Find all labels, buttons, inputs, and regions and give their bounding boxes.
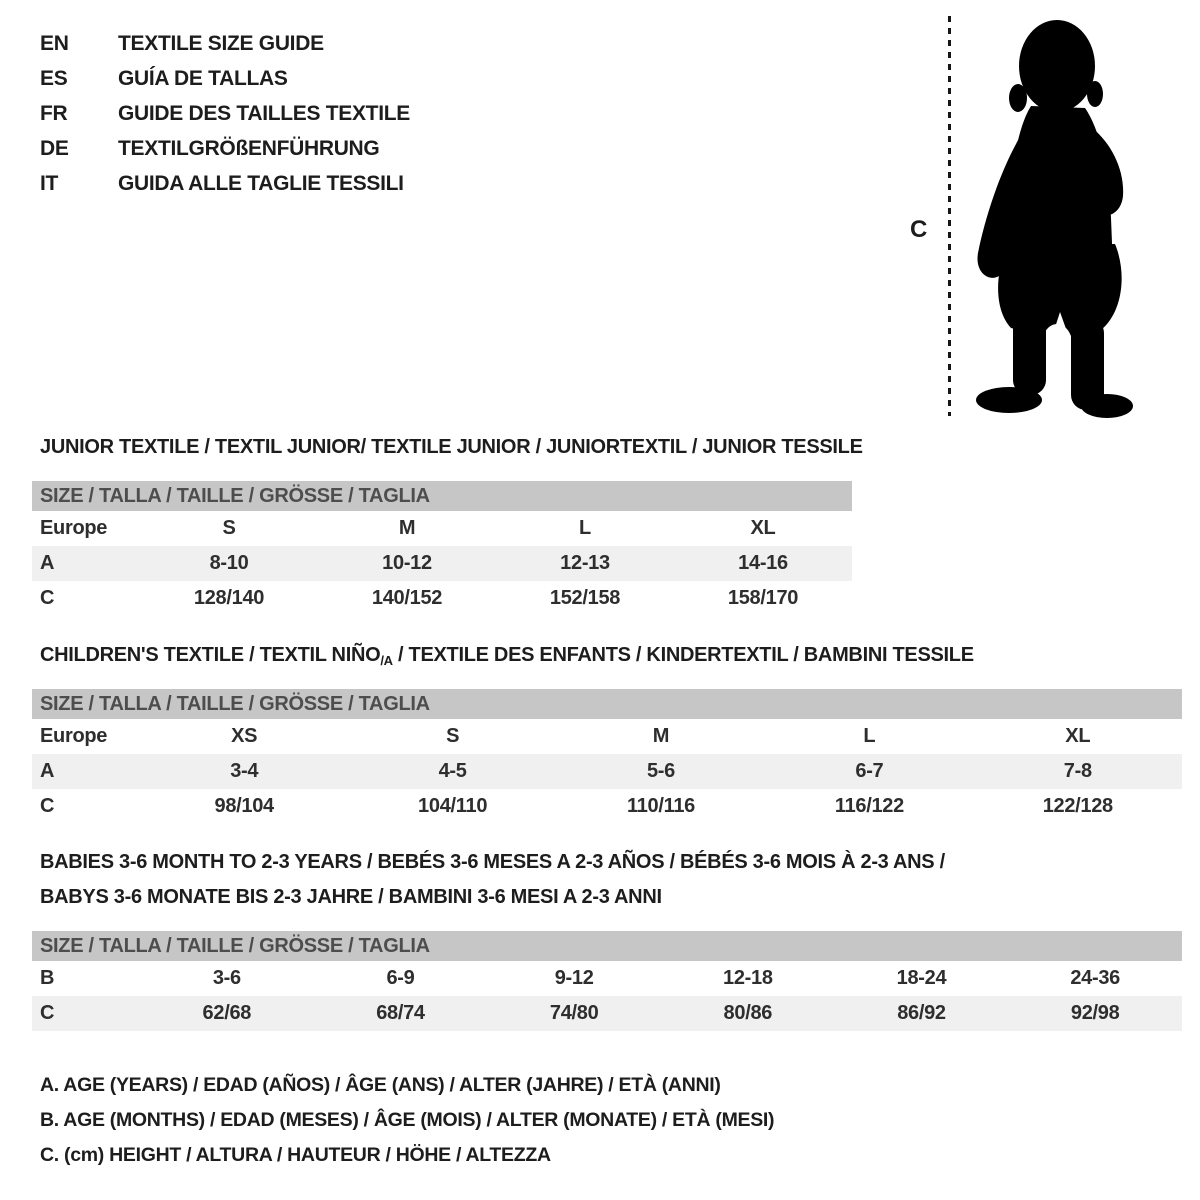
language-code: DE [40,136,69,160]
table-cell: 7-8 [1063,760,1092,782]
legend-line-a: A. AGE (YEARS) / EDAD (AÑOS) / ÂGE (ANS) / ALTER (JAHRE) / ETÀ (ANNI) [40,1074,721,1096]
language-title: TEXTILGRÖßENFÜHRUNG [118,136,380,160]
table-cell: B [40,967,55,989]
table-cell: 24-36 [1070,967,1120,989]
language-line-it [40,166,410,201]
children-title-prefix: CHILDREN'S TEXTILE / TEXTIL NIÑO [40,644,381,666]
table-cell: A [40,552,55,574]
table-cell: 10-12 [382,552,432,574]
children-section-title [40,644,974,668]
language-title: GUÍA DE TALLAS [118,66,288,90]
table-cell: 98/104 [214,795,274,817]
table-cell: Europe [40,725,108,747]
table-cell: C [40,587,55,609]
language-line-es [40,61,410,96]
table-cell: 116/122 [834,795,904,817]
legend-line-c: C. (cm) HEIGHT / ALTURA / HAUTEUR / HÖHE / ALTEZZA [40,1144,551,1166]
table-cell: C [40,1002,55,1024]
table-row-c [32,789,1182,824]
table-cell: L [579,517,591,539]
table-cell: 12-13 [560,552,610,574]
toddler-silhouette-icon [962,18,1138,418]
table-cell: 14-16 [738,552,788,574]
table-cell: 9-12 [554,967,594,989]
table-cell: 158/170 [727,587,799,609]
table-cell: 12-18 [723,967,773,989]
table-cell: S [222,517,236,539]
children-title-subscript: /A [380,653,393,668]
table-cell: 122/128 [1042,795,1113,817]
table-cell: 104/110 [418,795,488,817]
table-cell: C [40,795,55,817]
language-line-de [40,131,410,166]
table-cell: XS [231,725,258,747]
language-code: ES [40,66,68,90]
language-line-fr [40,96,410,131]
language-title-block [40,26,410,201]
language-code: FR [40,101,68,125]
measurement-legend [40,1068,774,1173]
table-cell: M [398,517,416,539]
height-measure-dashed-line [948,16,951,416]
babies-section-title-line2: BABYS 3-6 MONATE BIS 2-3 JAHRE / BAMBINI 3-6 MESI A 2-3 ANNI [40,886,662,908]
table-cell: 110/116 [626,795,695,817]
size-header-bar: SIZE / TALLA / TAILLE / GRÖSSE / TAGLIA [32,689,1182,719]
babies-size-table [32,931,1182,1031]
legend-line-b: B. AGE (MONTHS) / EDAD (MESES) / ÂGE (MOIS) / ALTER (MONATE) / ETÀ (MESI) [40,1109,775,1131]
table-cell: A [40,760,55,782]
height-measure-label: C [910,216,928,243]
language-title: GUIDE DES TAILLES TEXTILE [118,101,410,125]
babies-section-title-line1: BABIES 3-6 MONTH TO 2-3 YEARS / BEBÉS 3-6 MESES A 2-3 AÑOS / BÉBÉS 3-6 MOIS À 2-3 ANS / [40,851,945,873]
junior-size-table [32,481,852,616]
table-cell: 152/158 [549,587,621,609]
table-cell: 80/86 [723,1002,773,1024]
language-line-en [40,26,410,61]
table-row-c [32,996,1182,1031]
table-cell: 18-24 [896,967,947,989]
table-cell: 74/80 [549,1002,599,1024]
table-cell: 92/98 [1070,1002,1120,1024]
table-cell: 3-6 [212,967,241,989]
table-row-a [32,754,1182,789]
table-cell: 6-7 [855,760,884,782]
junior-section-title: JUNIOR TEXTILE / TEXTIL JUNIOR/ TEXTILE JUNIOR / JUNIORTEXTIL / JUNIOR TESSILE [40,436,863,458]
children-size-table [32,689,1182,824]
language-title: TEXTILE SIZE GUIDE [118,31,324,55]
table-cell: XL [750,517,776,539]
table-row-b [32,961,1182,996]
table-cell: 5-6 [646,760,675,782]
table-cell: 6-9 [386,967,415,989]
table-cell: XL [1065,725,1091,747]
language-code: EN [40,31,69,55]
table-row-c [32,581,852,616]
table-cell: 68/74 [376,1002,425,1024]
table-cell: 86/92 [897,1002,946,1024]
table-cell: 62/68 [202,1002,252,1024]
table-cell: Europe [40,517,108,539]
language-title: GUIDA ALLE TAGLIE TESSILI [118,171,404,195]
table-cell: 3-4 [230,760,259,782]
language-code: IT [40,171,59,195]
size-header-bar: SIZE / TALLA / TAILLE / GRÖSSE / TAGLIA [32,931,1182,961]
table-cell: 128/140 [193,587,265,609]
table-cell: 4-5 [438,760,467,782]
table-cell: S [446,725,460,747]
table-cell: L [863,725,876,747]
table-cell: 8-10 [209,552,249,574]
children-title-suffix: / TEXTILE DES ENFANTS / KINDERTEXTIL / BAMBINI TESSILE [392,644,974,666]
table-row-europe [32,719,1182,754]
table-row-a [32,546,852,581]
table-cell: M [652,725,670,747]
size-header-bar: SIZE / TALLA / TAILLE / GRÖSSE / TAGLIA [32,481,852,511]
table-cell: 140/152 [371,587,443,609]
table-row-europe [32,511,852,546]
